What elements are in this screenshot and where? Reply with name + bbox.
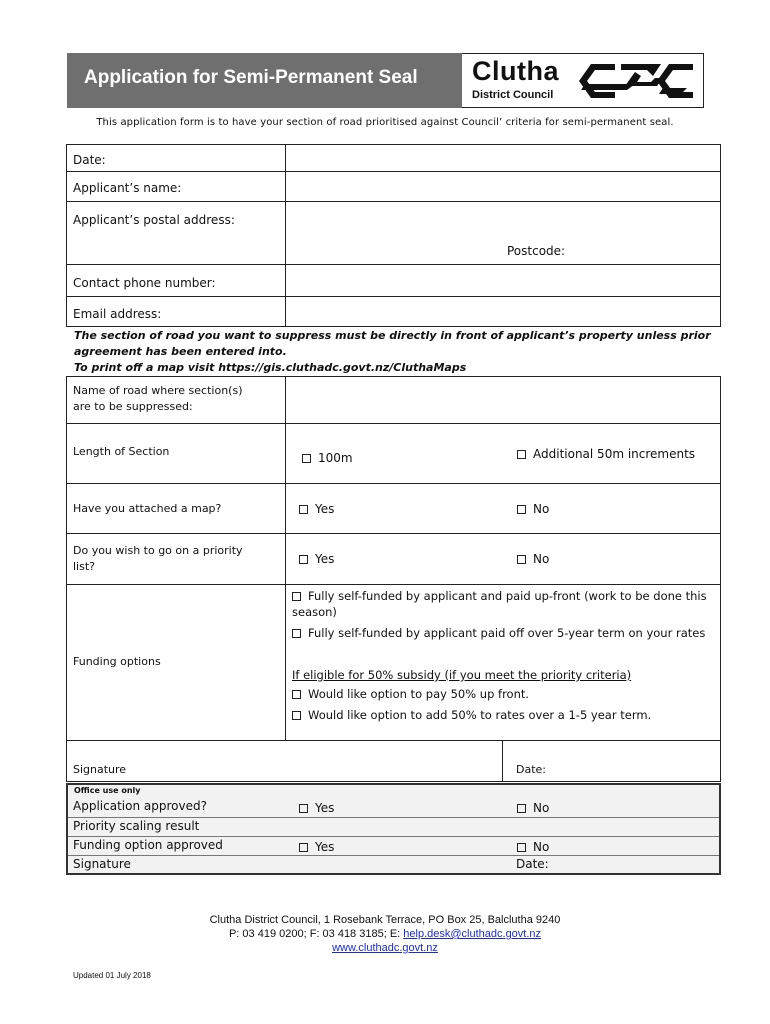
funding-approved-label: Funding option approved [73, 838, 223, 852]
subsidy-rates-checkbox[interactable] [292, 708, 651, 723]
checkbox-label: No [533, 840, 550, 854]
priority-no-checkbox[interactable] [517, 552, 549, 567]
subsidy-upfront-checkbox[interactable] [292, 687, 529, 702]
brand-subtitle: District Council [472, 89, 554, 101]
funding-approved-yes-checkbox[interactable] [299, 840, 334, 855]
checkbox-icon [517, 555, 526, 564]
checkbox-icon [517, 505, 526, 514]
checkbox-label: Would like option to add 50% to rates over a 1-5 year term. [308, 708, 652, 722]
office-divider [68, 855, 719, 856]
road-name-label: are to be suppressed: [73, 400, 193, 413]
table-border [720, 376, 721, 782]
office-signature-label: Signature [73, 857, 131, 871]
checkbox-label: Additional 50m increments [533, 447, 696, 461]
cdc-logo-icon [577, 60, 695, 102]
checkbox-icon [299, 804, 308, 813]
office-date-label: Date: [516, 857, 549, 871]
table-divider [66, 483, 721, 484]
table-border [66, 144, 67, 327]
table-border [720, 144, 721, 327]
map-yes-checkbox[interactable] [299, 502, 334, 517]
page-title: Application for Semi-Permanent Seal [84, 67, 418, 88]
email-field[interactable] [286, 297, 720, 326]
road-name-field[interactable] [286, 377, 720, 423]
checkbox-icon [292, 690, 301, 699]
approved-no-checkbox[interactable] [517, 801, 549, 816]
checkbox-label: Yes [315, 552, 335, 566]
postcode-label: Postcode: [507, 244, 566, 258]
table-divider [285, 376, 286, 741]
checkbox-icon [299, 555, 308, 564]
table-divider [66, 584, 721, 585]
map-no-checkbox[interactable] [517, 502, 549, 517]
table-divider [66, 423, 721, 424]
checkbox-label: Yes [315, 840, 335, 854]
length-label: Length of Section [73, 445, 170, 458]
approved-yes-checkbox[interactable] [299, 801, 334, 816]
phone-label: Contact phone number: [73, 276, 216, 290]
checkbox-icon [517, 804, 526, 813]
footer-address: Clutha District Council, 1 Rosebank Terrace, PO Box 25, Balclutha 9240 [209, 914, 561, 926]
checkbox-label: Would like option to pay 50% up front. [308, 687, 530, 701]
checkbox-label: Fully self-funded by applicant and paid up-front (work to be done this [308, 589, 707, 603]
intro-text: This application form is to have your section of road prioritised against Council’ criteria for semi-permanent seal. [96, 117, 674, 128]
table-border [66, 781, 721, 782]
checkbox-label: No [533, 552, 550, 566]
checkbox-icon [517, 450, 526, 459]
priority-yes-checkbox[interactable] [299, 552, 334, 567]
checkbox-label: Yes [315, 801, 335, 815]
checkbox-icon [292, 592, 301, 601]
funding-upfront-checkbox[interactable] [292, 589, 707, 604]
checkbox-icon [302, 454, 311, 463]
application-approved-label: Application approved? [73, 799, 207, 813]
signature-date-label: Date: [516, 763, 546, 776]
phone-field[interactable] [286, 265, 720, 296]
footer-website [0, 941, 770, 955]
funding-approved-no-checkbox[interactable] [517, 840, 549, 855]
note-line: To print off a map visit https://gis.cluthadc.govt.nz/CluthaMaps [74, 361, 467, 374]
checkbox-label: No [533, 801, 550, 815]
signature-date-field[interactable] [503, 741, 720, 781]
table-border [66, 376, 67, 782]
length-additional-checkbox[interactable] [517, 447, 695, 462]
funding-upfront-label-cont: season) [292, 605, 337, 619]
checkbox-icon [299, 505, 308, 514]
priority-scaling-label: Priority scaling result [73, 819, 200, 833]
updated-date: Updated 01 July 2018 [73, 971, 151, 980]
table-divider [66, 533, 721, 534]
checkbox-icon [299, 843, 308, 852]
postal-address-label: Applicant’s postal address: [73, 213, 235, 227]
priority-label: list? [73, 560, 95, 573]
applicant-name-label: Applicant’s name: [73, 181, 182, 195]
footer-website-link[interactable]: www.cluthadc.govt.nz [332, 942, 438, 954]
office-use-title: Office use only [74, 786, 141, 795]
date-label: Date: [73, 153, 106, 167]
road-name-label: Name of road where section(s) [73, 384, 243, 397]
checkbox-label: Fully self-funded by applicant paid off over 5-year term on your rates [308, 626, 706, 640]
email-label: Email address: [73, 307, 162, 321]
brand-name: Clutha [472, 56, 559, 86]
footer-email-link[interactable]: help.desk@cluthadc.govt.nz [403, 928, 542, 940]
priority-label: Do you wish to go on a priority [73, 544, 243, 557]
table-border [66, 326, 721, 327]
map-label: Have you attached a map? [73, 502, 222, 515]
checkbox-label: Yes [315, 502, 335, 516]
postal-address-field[interactable] [286, 202, 720, 264]
applicant-name-field[interactable] [286, 172, 720, 201]
checkbox-icon [517, 843, 526, 852]
funding-label: Funding options [73, 655, 161, 668]
funding-rates-checkbox[interactable] [292, 626, 705, 641]
checkbox-label: 100m [318, 451, 353, 465]
signature-label: Signature [73, 763, 127, 776]
checkbox-icon [292, 629, 301, 638]
length-100m-checkbox[interactable] [302, 451, 353, 466]
note-line: agreement has been entered into. [74, 345, 287, 358]
office-divider [68, 817, 719, 818]
footer-contact [0, 927, 770, 941]
checkbox-label: No [533, 502, 550, 516]
checkbox-icon [292, 711, 301, 720]
note-line: The section of road you want to suppress must be directly in front of applicant’s property unless prior [74, 329, 711, 342]
office-divider [68, 836, 719, 837]
subsidy-heading: If eligible for 50% subsidy (if you meet the priority criteria) [292, 668, 632, 682]
date-field[interactable] [286, 145, 720, 171]
footer-phone: P: 03 419 0200; F: 03 418 3185; E: [228, 928, 404, 940]
signature-field[interactable] [67, 741, 502, 781]
